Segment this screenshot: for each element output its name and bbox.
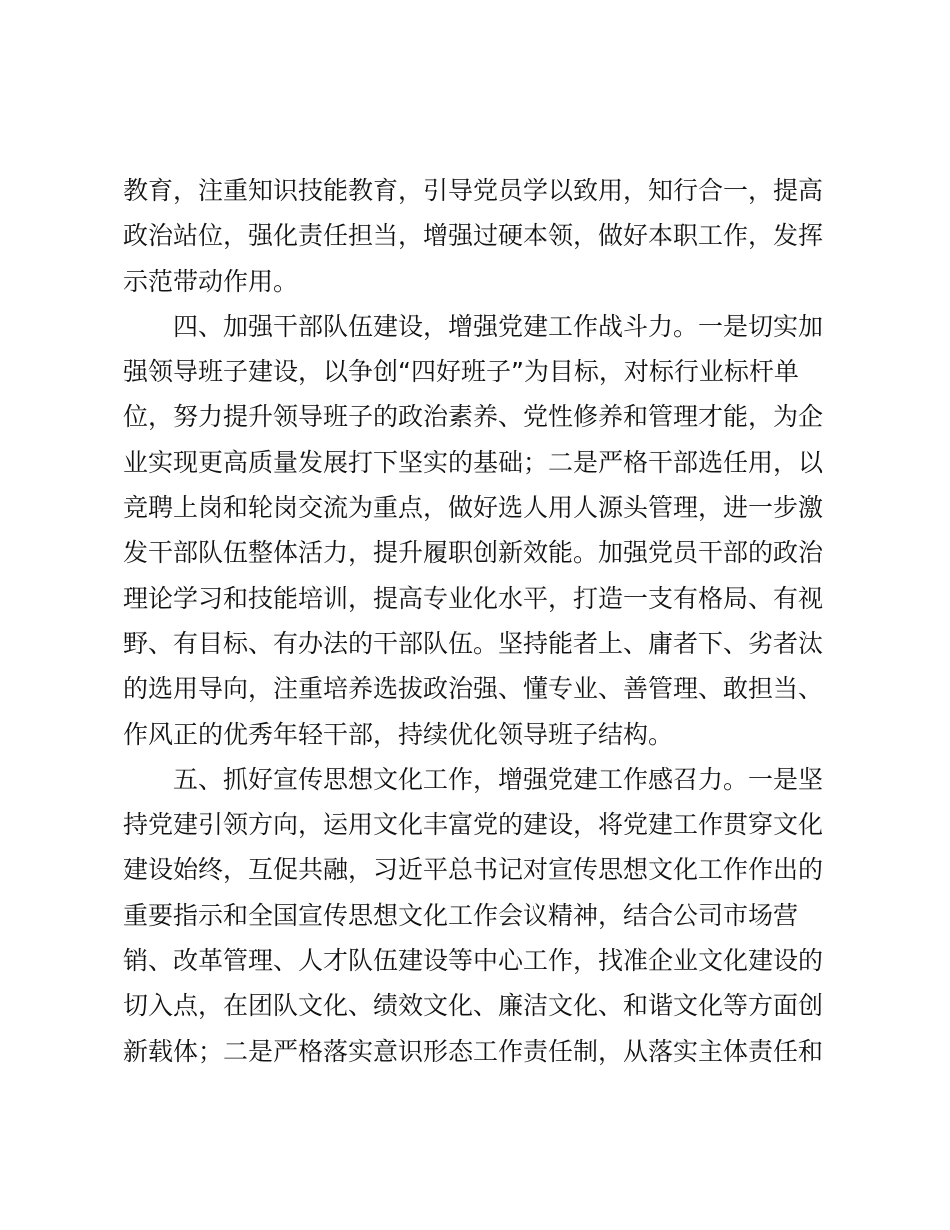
text-line: 销、改革管理、人才队伍建设等中心工作，找准企业文化建设的 [123, 946, 824, 976]
text-line: 政治站位，强化责任担当，增强过硬本领，做好本职工作，发挥 [123, 221, 824, 251]
text-line: 业实现更高质量发展打下坚实的基础；二是严格干部选任用，以 [123, 447, 824, 477]
text-line: 新载体；二是严格落实意识形态工作责任制，从落实主体责任和 [123, 1036, 824, 1066]
section-five-heading-line: 五、抓好宣传思想文化工作，增强党建工作感召力。一是坚 [173, 764, 824, 794]
document-body [123, 168, 823, 1074]
section-four-heading-line: 四、加强干部队伍建设，增强党建工作战斗力。一是切实加 [173, 311, 824, 341]
text-line: 竞聘上岗和轮岗交流为重点，做好选人用人源头管理，进一步激 [123, 493, 824, 523]
text-line: 切入点，在团队文化、绩效文化、廉洁文化、和谐文化等方面创 [123, 991, 824, 1021]
text-line: 作风正的优秀年轻干部，持续优化领导班子结构。 [123, 719, 674, 749]
text-line: 建设始终，互促共融，习近平总书记对宣传思想文化工作作出的 [123, 855, 824, 885]
text-line: 位，努力提升领导班子的政治素养、党性修养和管理才能，为企 [123, 402, 824, 432]
text-line: 发干部队伍整体活力，提升履职创新效能。加强党员干部的政治 [123, 538, 824, 568]
text-line: 重要指示和全国宣传思想文化工作会议精神，结合公司市场营 [123, 900, 799, 930]
text-line: 的选用导向，注重培养选拔政治强、懂专业、善管理、敢担当、 [123, 674, 824, 704]
text-line: 示范带动作用。 [123, 266, 299, 296]
text-line: 理论学习和技能培训，提高专业化水平，打造一支有格局、有视 [123, 583, 824, 613]
text-line: 教育，注重知识技能教育，引导党员学以致用，知行合一，提高 [123, 176, 824, 205]
text-line: 持党建引领方向，运用文化丰富党的建设，将党建工作贯穿文化 [123, 810, 824, 840]
text-line: 强领导班子建设，以争创“四好班子”为目标，对标行业标杆单 [123, 357, 799, 387]
text-line: 野、有目标、有办法的干部队伍。坚持能者上、庸者下、劣者汰 [123, 628, 824, 658]
